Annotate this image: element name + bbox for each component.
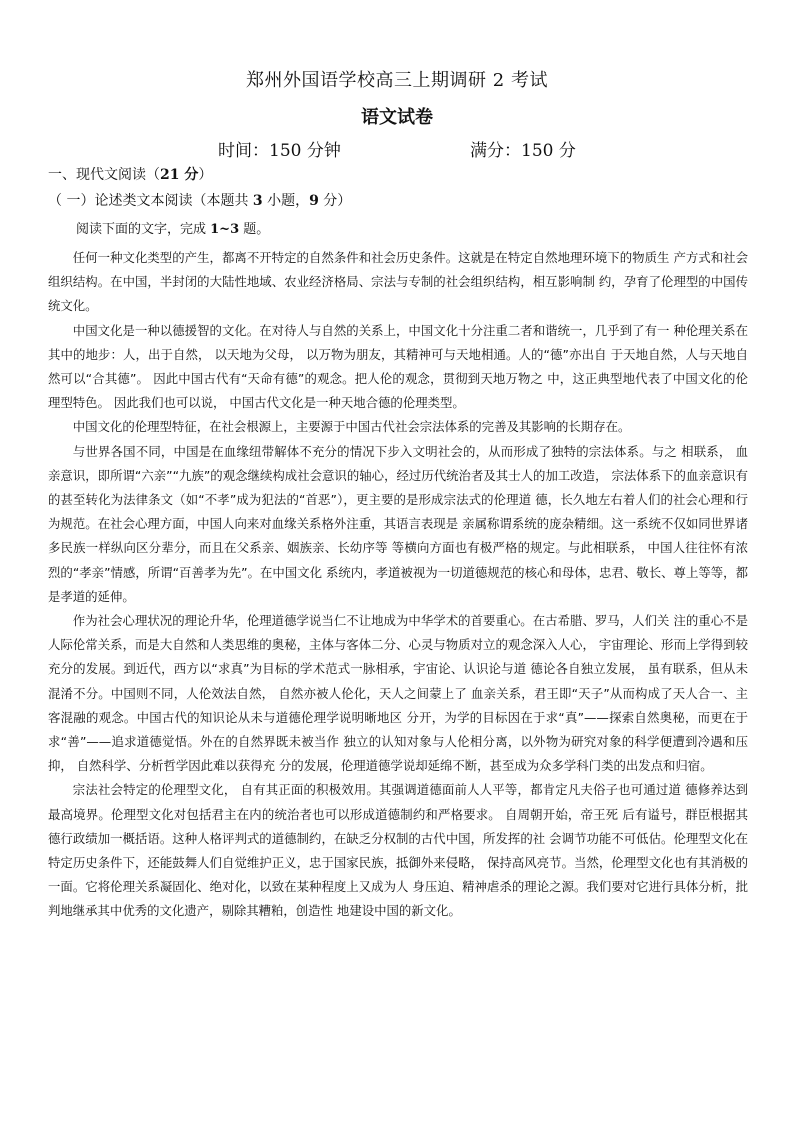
reading-passage: [48, 246, 748, 924]
exam-subtitle: 语文试卷: [361, 107, 433, 128]
instruction-prefix: 阅读下面的文字，完成: [76, 222, 211, 237]
passage-paragraph: 任何一种文化类型的产生，都离不开特定的自然条件和社会历史条件。这就是在特定自然地理环境下的物质生 产方式和社会组织结构。在中国，半封闭的大陆性地域、农业经济格局、宗法与专制的社会组织结构，相互影响制 约，孕育了伦理型的中国传统文化。: [48, 250, 748, 314]
section-heading-prefix: 一、现代文阅读（: [48, 167, 160, 183]
exam-title: 郑州外国语学校高三上期调研 2 考试: [246, 70, 548, 91]
instruction-suffix: 题。: [239, 222, 270, 237]
section-heading-suffix: ）: [198, 167, 213, 183]
subsection-middle: 小题，: [262, 193, 310, 209]
subsection-count: 3: [252, 193, 263, 209]
passage-paragraph: 中国文化是一种以德援智的文化。在对待人与自然的关系上，中国文化十分注重二者和谐统一，几乎到了有一 种伦理关系在其中的地步：人，出于自然， 以天地为父母， 以万物为朋友，其精神可与天地相通。人的“德”亦出自 于天地自然，人与天地自然可以“合其德”。 因此中国古代有“天命有德”的观念。把人伦的观念，贯彻到天地万物之 中，这正典型地代表了中国文化的伦理型特色。 因此我们也可以说， 中国古代文化是一种天地合德的伦理类型。: [48, 322, 748, 411]
passage-paragraph: 与世界各国不同，中国是在血缘纽带解体不充分的情况下步入文明社会的，从而形成了独特的宗法体系。与之 相联系， 血亲意识，即所谓“六亲”“九族”的观念继续构成社会意识的轴心，经过历代统治者及其士人的加工改造， 宗法体系下的血亲意识有的甚至转化为法律条文（如“不孝”成为犯法的“首恶”），更主要的是形成宗法式的伦理道 德，长久地左右着人们的社会心理和行为规范。在社会心理方面，中国人向来对血缘关系格外注重，其语言表现是 亲属称谓系统的庞杂精细。这一系统不仅如同世界诸多民族一样纵向区分辈分，而且在父系亲、姻族亲、长幼序等 等横向方面也有极严格的规定。与此相联系， 中国人往往怀有浓烈的“孝亲”情感，所谓“百善孝为先”。在中国文化 系统内，孝道被视为一切道德规范的核心和母体，忠君、敬长、尊上等等，都是孝道的延伸。: [48, 443, 748, 604]
passage-paragraph: 作为社会心理状况的理论升华，伦理道德学说当仁不让地成为中华学术的首要重心。在古希腊、罗马，人们关 注的重心不是人际伦常关系，而是大自然和人类思维的奥秘，主体与客体二分、心灵与物质对立的观念深入人心， 宇宙理论、形而上学得到较充分的发展。到近代，西方以“求真”为目标的学术范式一脉相承，宇宙论、认识论与道 德论各自独立发展， 虽有联系，但从未混淆不分。中国则不同，人伦效法自然， 自然亦被人伦化，天人之间蒙上了 血亲关系，君王即“天子”从而构成了天人合一、主客混融的观念。中国古代的知识论从未与道德伦理学说明晰地区 分开，为学的目标因在于求“真”——探索自然奥秘，而更在于求“善”——追求道德觉悟。外在的自然界既未被当作 独立的认知对象与人伦相分离，以外物为研究对象的科学便遭到冷遇和压抑， 自然科学、分析哲学因此难以获得充 分的发展，伦理道德学说却延绵不断，甚至成为众多学科门类的出发点和归宿。: [48, 613, 748, 774]
section-heading: [48, 164, 212, 184]
section-heading-points: 21 分: [160, 167, 199, 183]
exam-score: 满分：150 分: [470, 141, 576, 161]
subsection-points: 9: [309, 193, 319, 209]
passage-paragraph: 中国文化的伦理型特征，在社会根源上，主要源于中国古代社会宗法体系的完善及其影响的长期存在。: [72, 419, 631, 435]
subsection-heading: [48, 190, 351, 210]
subsection-prefix: （ 一）论述类文本阅读（本题共: [48, 193, 253, 209]
subsection-suffix: 分）: [318, 193, 352, 209]
exam-time: 时间：150 分钟: [218, 141, 341, 161]
passage-paragraph: 宗法社会特定的伦理型文化， 自有其正面的积极效用。其强调道德面前人人平等，都肯定凡夫俗子也可通过道 德修养达到最高境界。伦理型文化对包括君主在内的统治者也可以形成道德制约和严格要求。 自周朝开始，帝王死 后有谥号，群臣根据其德行政绩加一概括语。这种人格评判式的道德制约，在缺乏分权制的古代中国，所发挥的社 会调节功能不可低估。伦理型文化在特定历史条件下，还能鼓舞人们自觉维护正义，忠于国家民族，抵御外来侵略， 保持高风亮节。当然，伦理型文化也有其消极的一面。它将伦理关系凝固化、绝对化，以致在某种程度上又成为人 身压迫、精神虐杀的理论之源。我们要对它进行具体分析，批判地继承其中优秀的文化遗产，剔除其糟粕，创造性 地建设中国的新文化。: [48, 782, 748, 919]
instruction-range: 1~3: [210, 222, 240, 237]
reading-instruction: [76, 218, 269, 237]
